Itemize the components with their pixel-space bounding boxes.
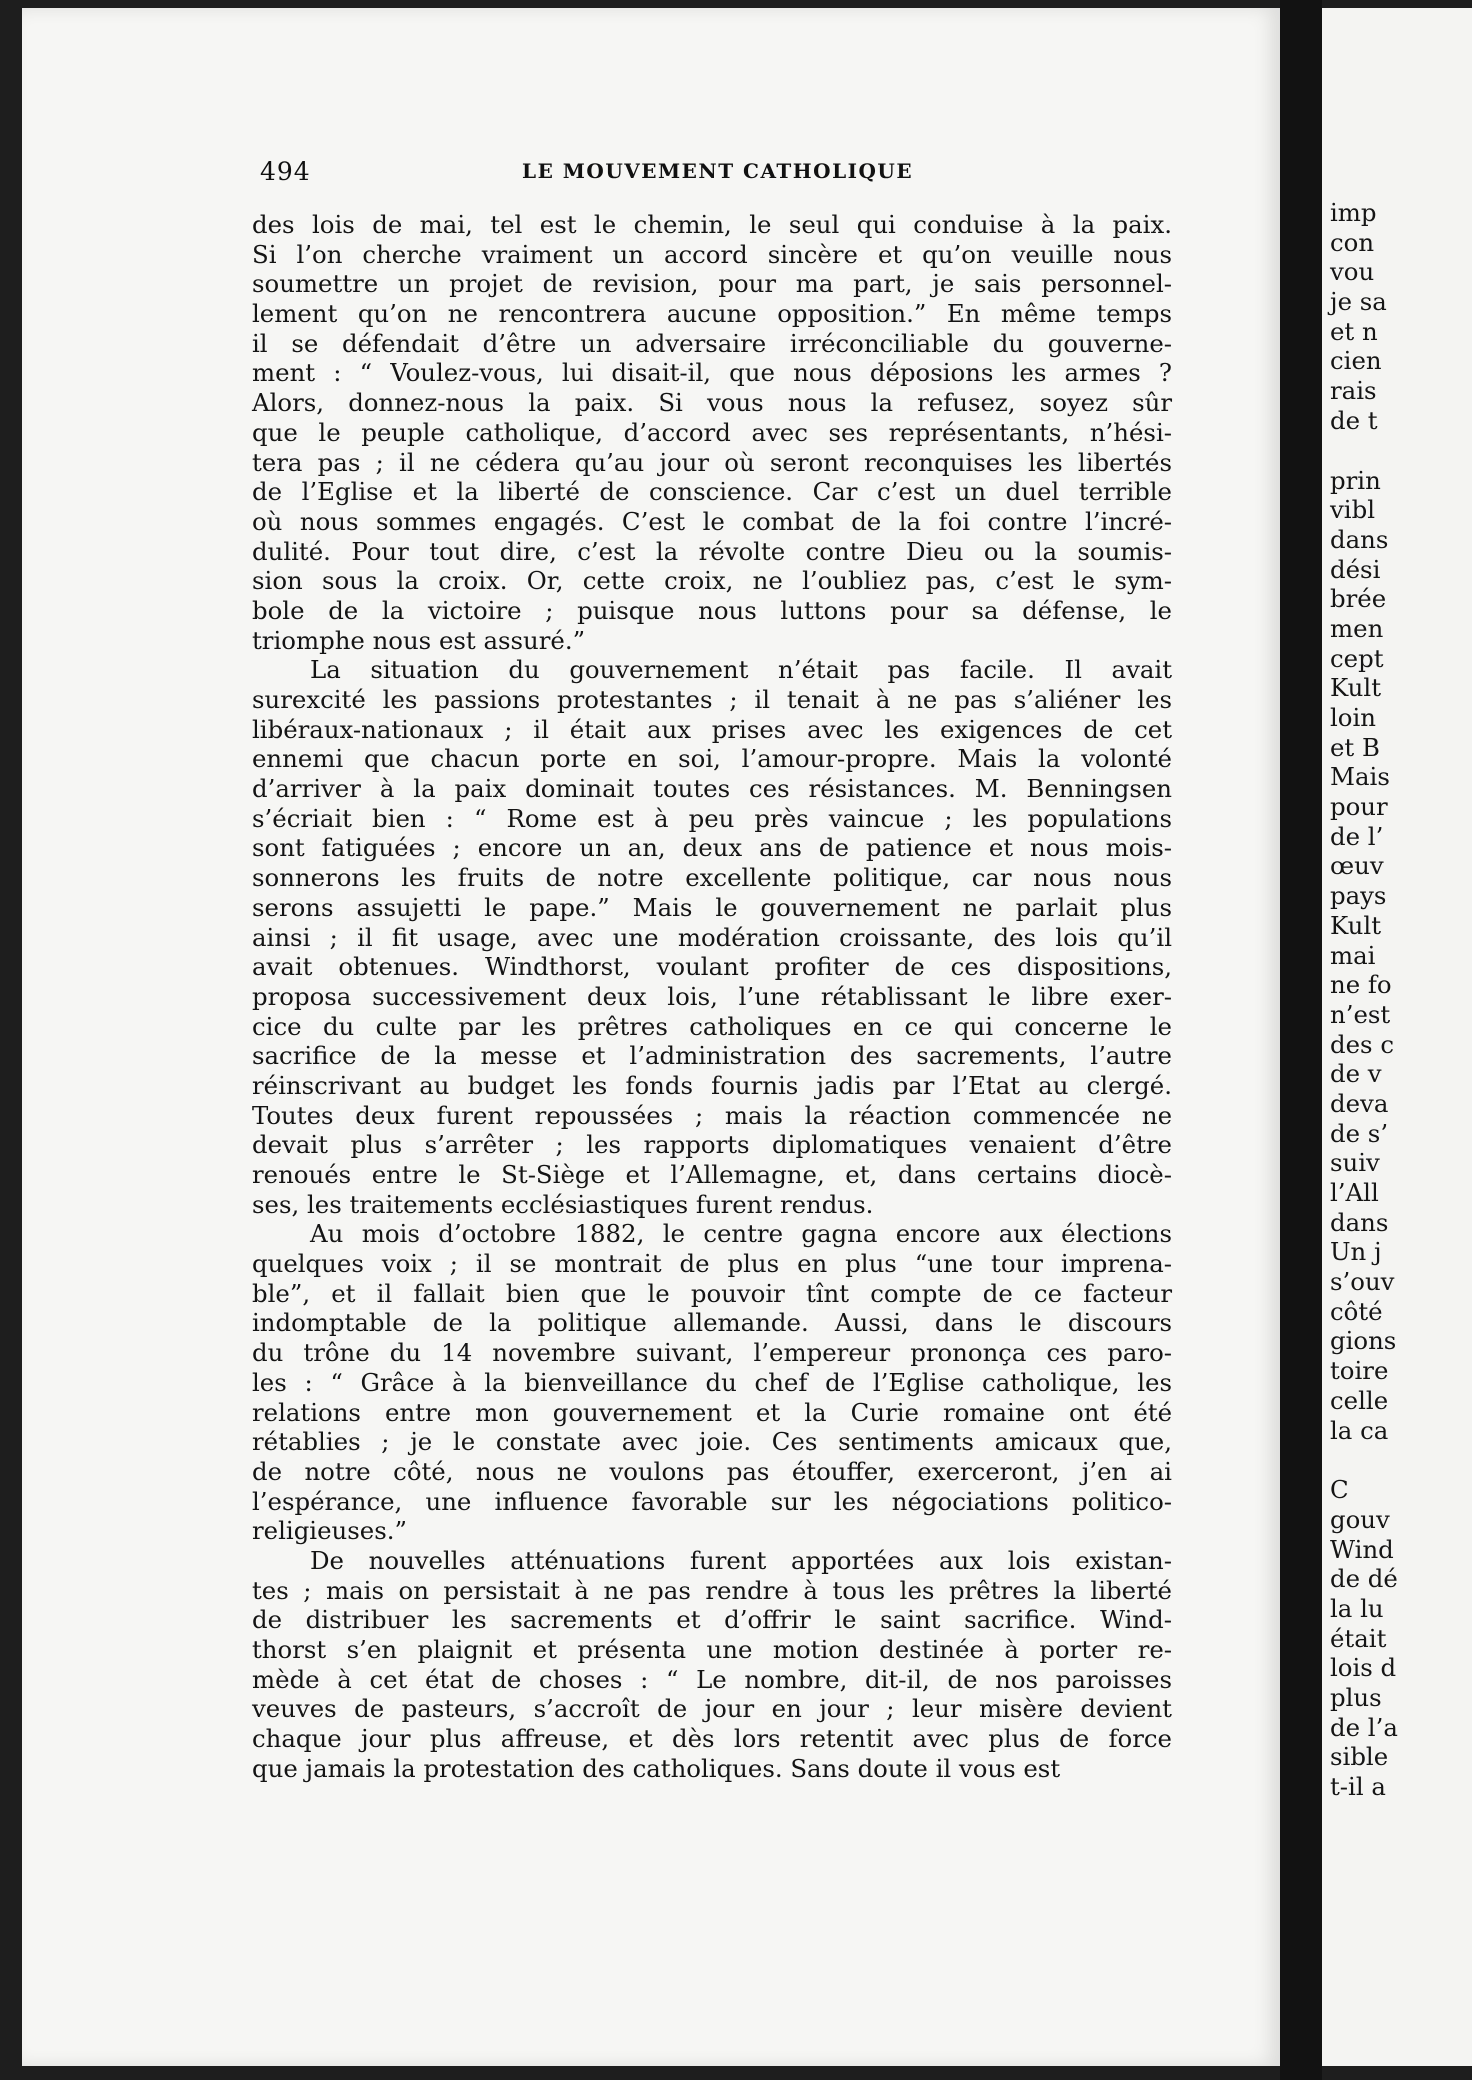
right-text-fragment: gions	[1330, 1326, 1397, 1356]
right-page-edge	[1322, 8, 1472, 2066]
text-line: bole de la victoire ; puisque nous luttons pour sa défense, le	[252, 595, 1172, 625]
text-line: Si l’on cherche vraiment un accord sincère et qu’on veuille nous	[252, 239, 1172, 269]
text-line: des lois de mai, tel est le chemin, le seul qui conduise à la paix.	[252, 210, 1172, 239]
text-line: ennemi que chacun porte en soi, l’amour-propre. Mais la volonté	[252, 744, 1172, 774]
right-text-fragment: et n	[1330, 316, 1378, 346]
right-text-fragment: je sa	[1330, 287, 1387, 317]
right-text-fragment: t-il a	[1330, 1772, 1386, 1802]
text-line: de notre côté, nous ne voulons pas étouffer, exerceront, j’en ai	[252, 1456, 1172, 1486]
right-text-fragment: suiv	[1330, 1148, 1380, 1178]
right-text-fragment: cien	[1330, 346, 1382, 376]
text-line: quelques voix ; il se montrait de plus en plus “une tour imprena-	[252, 1249, 1172, 1279]
text-line: soumettre un projet de revision, pour ma part, je sais personnel-	[252, 269, 1172, 299]
text-line: de distribuer les sacrements et d’offrir le saint sacrifice. Wind-	[252, 1605, 1172, 1635]
right-text-fragment: de dé	[1330, 1564, 1398, 1594]
text-line: thorst s’en plaignit et présenta une motion destinée à porter re-	[252, 1635, 1172, 1664]
right-text-fragment: de l’a	[1330, 1712, 1398, 1742]
right-text-fragment: deva	[1330, 1088, 1389, 1118]
left-page	[22, 8, 1280, 2066]
text-line: dulité. Pour tout dire, c’est la révolte contre Dieu ou la soumis-	[252, 536, 1172, 566]
right-text-fragment: Kult	[1330, 673, 1381, 703]
right-text-fragment: de v	[1330, 1059, 1382, 1089]
book-gutter	[1280, 0, 1322, 2080]
text-line: triomphe nous est assuré.”	[252, 625, 586, 655]
right-text-fragment: des c	[1330, 1029, 1394, 1059]
right-text-fragment: la ca	[1330, 1415, 1389, 1445]
text-line: ainsi ; il fit usage, avec une modération croissante, des lois qu’il	[252, 922, 1172, 952]
right-page-fragments	[1330, 198, 1472, 1802]
right-text-fragment: Mais	[1330, 762, 1390, 792]
right-text-fragment: brée	[1330, 584, 1387, 614]
right-text-fragment: dési	[1330, 554, 1381, 584]
right-text-fragment: C	[1330, 1475, 1349, 1505]
right-text-fragment: celle	[1330, 1385, 1389, 1415]
right-text-fragment: de l’	[1330, 821, 1384, 851]
text-line: du trône du 14 novembre suivant, l’empereur prononça ces paro-	[252, 1338, 1172, 1368]
text-line: l’espérance, une influence favorable sur les négociations politico-	[252, 1486, 1172, 1516]
text-line: où nous sommes engagés. C’est le combat de la foi contre l’incré-	[252, 506, 1172, 536]
text-line: que jamais la protestation des catholiques. Sans doute il vous est	[252, 1753, 1061, 1783]
right-text-fragment: loin	[1330, 703, 1376, 732]
right-text-fragment: men	[1330, 613, 1384, 643]
text-line: relations entre mon gouvernement et la Curie romaine ont été	[252, 1397, 1172, 1427]
text-line: veuves de pasteurs, s’accroît de jour en jour ; leur misère devient	[252, 1694, 1172, 1724]
right-text-fragment: dans	[1330, 524, 1389, 554]
running-head	[260, 157, 1200, 187]
text-line: tes ; mais on persistait à ne pas rendre à tous les prêtres la liberté	[252, 1575, 1172, 1605]
text-line: De nouvelles atténuations furent apportées aux lois existan-	[310, 1545, 1172, 1575]
text-line: surexcité les passions protestantes ; il tenait à ne pas s’aliéner les	[252, 685, 1172, 714]
right-text-fragment: vou	[1330, 257, 1375, 287]
right-text-fragment: s’ouv	[1330, 1267, 1395, 1297]
text-line: religieuses.”	[252, 1516, 407, 1546]
text-line: réinscrivant au budget les fonds fournis jadis par l’Etat au clergé.	[252, 1070, 1172, 1100]
right-text-fragment: con	[1330, 227, 1375, 257]
text-line: libéraux-nationaux ; il était aux prises avec les exigences de cet	[252, 714, 1172, 744]
right-text-fragment: l’All	[1330, 1178, 1379, 1207]
right-text-fragment: cept	[1330, 643, 1384, 673]
text-line: chaque jour plus affreuse, et dès lors retentit avec plus de force	[252, 1724, 1172, 1754]
body-text	[252, 210, 1172, 1783]
right-text-fragment: Un j	[1330, 1237, 1382, 1267]
right-text-fragment: plus	[1330, 1683, 1382, 1712]
right-text-fragment: imp	[1330, 198, 1377, 227]
text-line: La situation du gouvernement n’était pas facile. Il avait	[310, 655, 1172, 685]
right-text-fragment: prin	[1330, 465, 1381, 495]
text-line: mède à cet état de choses : “ Le nombre, dit-il, de nos paroisses	[252, 1664, 1172, 1694]
right-text-fragment: côté	[1330, 1296, 1383, 1326]
right-text-fragment: était	[1330, 1623, 1387, 1653]
text-line: que le peuple catholique, d’accord avec ses représentants, n’hési-	[252, 417, 1172, 447]
right-text-fragment: rais	[1330, 376, 1377, 406]
right-text-fragment: de s’	[1330, 1118, 1389, 1148]
page-number: 494	[260, 157, 311, 186]
text-line: cice du culte par les prêtres catholiques en ce qui concerne le	[252, 1011, 1172, 1041]
text-line: ses, les traitements ecclésiastiques furent rendus.	[252, 1189, 874, 1219]
right-text-fragment: vibl	[1330, 495, 1375, 525]
right-text-fragment: la lu	[1330, 1593, 1384, 1623]
text-line: lement qu’on ne rencontrera aucune opposition.” En même temps	[252, 299, 1172, 329]
text-line: de l’Eglise et la liberté de conscience. Car c’est un duel terrible	[252, 477, 1172, 507]
text-line: s’écriait bien : “ Rome est à peu près vaincue ; les populations	[252, 803, 1172, 833]
right-text-fragment: de t	[1330, 405, 1378, 435]
text-line: ment : “ Voulez-vous, lui disait-il, que nous déposions les armes ?	[252, 358, 1172, 388]
right-text-fragment: Wind	[1330, 1534, 1394, 1564]
text-line: ble”, et il fallait bien que le pouvoir tînt compte de ce facteur	[252, 1278, 1172, 1308]
text-line: les : “ Grâce à la bienveillance du chef de l’Eglise catholique, les	[252, 1367, 1172, 1397]
right-text-fragment: dans	[1330, 1207, 1389, 1237]
text-line: tera pas ; il ne cédera qu’au jour où seront reconquises les libertés	[252, 447, 1172, 477]
right-text-fragment: toire	[1330, 1356, 1389, 1386]
text-line: renoués entre le St-Siège et l’Allemagne, et, dans certains diocè-	[252, 1160, 1172, 1189]
right-text-fragment: lois d	[1330, 1653, 1397, 1683]
right-text-fragment: sible	[1330, 1742, 1389, 1772]
text-line: indomptable de la politique allemande. Aussi, dans le discours	[252, 1308, 1172, 1338]
text-line: il se défendait d’être un adversaire irréconciliable du gouverne-	[252, 328, 1172, 358]
text-line: rétablies ; je le constate avec joie. Ces sentiments amicaux que,	[252, 1427, 1172, 1457]
text-line: sion sous la croix. Or, cette croix, ne l’oubliez pas, c’est le sym-	[252, 566, 1172, 596]
right-text-fragment: gouv	[1330, 1504, 1390, 1534]
text-line: sonnerons les fruits de notre excellente politique, car nous nous	[252, 863, 1172, 893]
right-text-fragment: œuv	[1330, 851, 1384, 881]
right-text-fragment: pour	[1330, 792, 1388, 822]
text-line: sont fatiguées ; encore un an, deux ans de patience et nous mois-	[252, 833, 1172, 863]
right-text-fragment: et B	[1330, 732, 1380, 762]
text-line: Toutes deux furent repoussées ; mais la réaction commencée ne	[252, 1100, 1172, 1130]
right-text-fragment: ne fo	[1330, 970, 1392, 1000]
text-line: Au mois d’octobre 1882, le centre gagna encore aux élections	[310, 1219, 1172, 1249]
text-line: devait plus s’arrêter ; les rapports diplomatiques venaient d’être	[252, 1130, 1172, 1160]
right-text-fragment: n’est	[1330, 999, 1391, 1029]
text-line: sacrifice de la messe et l’administration des sacrements, l’autre	[252, 1041, 1172, 1071]
text-line: Alors, donnez-nous la paix. Si vous nous la refusez, soyez sûr	[252, 388, 1172, 418]
running-title: LE MOUVEMENT CATHOLIQUE	[522, 159, 914, 183]
text-line: avait obtenues. Windthorst, voulant profiter de ces dispositions,	[252, 952, 1172, 982]
text-line: proposa successivement deux lois, l’une rétablissant le libre exer-	[252, 981, 1172, 1011]
text-line: d’arriver à la paix dominait toutes ces résistances. M. Benningsen	[252, 774, 1172, 804]
text-line: serons assujetti le pape.” Mais le gouvernement ne parlait plus	[252, 892, 1172, 922]
right-text-fragment: pays	[1330, 881, 1387, 911]
right-text-fragment: Kult	[1330, 910, 1381, 940]
right-text-fragment: mai	[1330, 940, 1376, 970]
